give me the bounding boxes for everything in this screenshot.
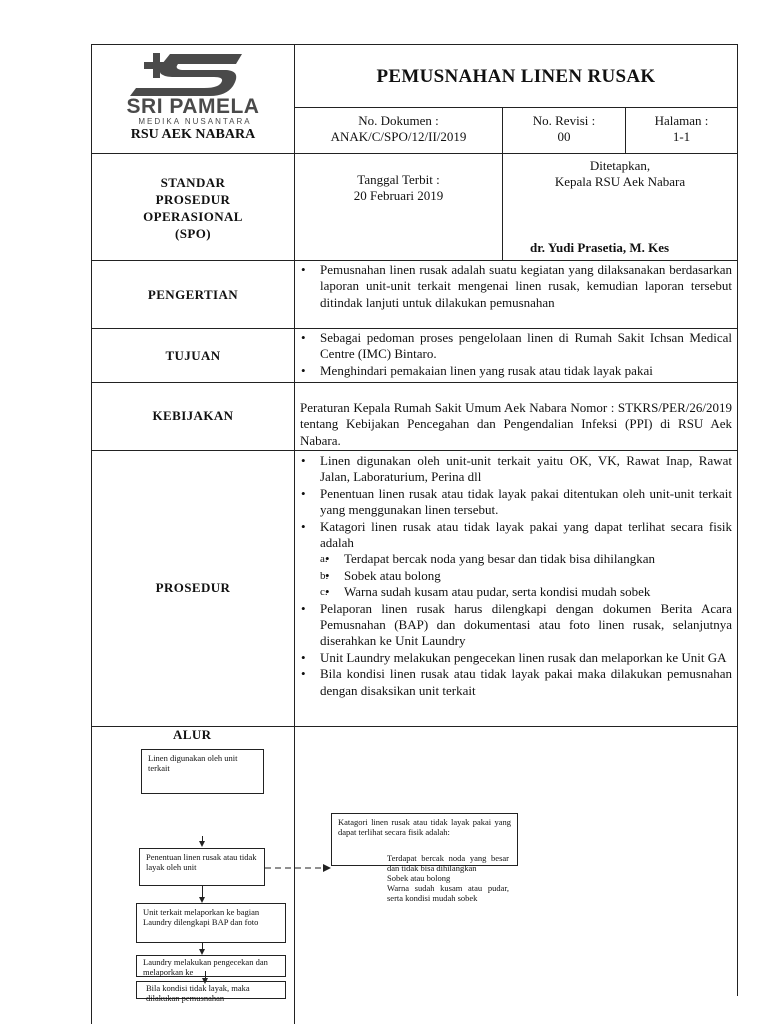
flow-arrow <box>202 886 203 898</box>
issue-date-cell <box>295 172 502 204</box>
list-item: • Bila kondisi linen rusak atau tidak layak pakai maka dilakukan pemusnahan dengan disaksikan unit terkait <box>296 666 732 699</box>
flow-side-item: Terdapat bercak noda yang besar dan tidak bisa dihilangkan <box>387 853 509 873</box>
page-cell <box>626 113 737 145</box>
flow-box-laundry: Laundry melakukan pengecekan dan melaporkan ke <box>136 955 286 977</box>
doc-number-label: No. Dokumen : <box>358 113 439 128</box>
flow-box-report: Unit terkait melaporkan ke bagian Laundry dilengkapi BAP dan foto <box>136 903 286 943</box>
doc-number-value: ANAK/C/SPO/12/II/2019 <box>330 129 467 144</box>
sub-list-marker: • a. <box>320 553 328 566</box>
list-item: • Menghindari pemakaian linen yang rusak atau tidak layak pakai <box>296 363 732 379</box>
flow-arrow <box>202 836 203 842</box>
sub-list-item <box>320 568 732 584</box>
section-label-tujuan: TUJUAN <box>165 348 221 363</box>
document-title: PEMUSNAHAN LINEN RUSAK <box>376 66 656 87</box>
header-divider-title <box>294 107 738 108</box>
spo-line: OPERASIONAL <box>143 209 243 224</box>
row-divider-spo <box>91 260 738 261</box>
spo-line: (SPO) <box>175 226 211 241</box>
table-border-top <box>91 44 738 45</box>
sub-list-marker: • c. <box>320 586 328 599</box>
section-label-pengertian: PENGERTIAN <box>147 287 239 302</box>
list-item-text: Katagori linen rusak atau tidak layak pakai yang dapat terlihat secara fisik adalah <box>320 518 732 551</box>
revision-value: 00 <box>557 129 571 144</box>
list-item: • Unit Laundry melakukan pengecekan linen rusak dan melaporkan ke Unit GA <box>296 650 732 666</box>
list-item: • Sebagai pedoman proses pengelolaan linen di Rumah Sakit Ichsan Medical Centre (IMC) Bintaro. <box>296 330 732 363</box>
logo <box>92 46 294 152</box>
row-divider-header <box>91 153 738 154</box>
list-item: • Penentuan linen rusak atau tidak layak pakai ditentukan oleh unit-unit terkait yang menggunakan linen tersebut. <box>296 486 732 519</box>
pengertian-list <box>296 262 732 311</box>
approval-cell <box>503 158 737 190</box>
row-divider-kebijakan <box>91 450 738 451</box>
sub-list-text: Sobek atau bolong <box>344 567 441 583</box>
section-label-alur: ALUR <box>173 727 212 742</box>
table-border-right <box>737 44 738 996</box>
flow-box-destroy: Bila kondisi tidak layak, maka dilakukan pemusnahan <box>136 981 286 999</box>
sub-list-text: Terdapat bercak noda yang besar dan tidak bisa dihilangkan <box>344 551 655 567</box>
flow-side-item: Sobek atau bolong <box>387 873 451 883</box>
section-label-kebijakan: KEBIJAKAN <box>152 408 234 423</box>
sub-list-item <box>320 551 732 567</box>
list-item: • Linen digunakan oleh unit-unit terkait yaitu OK, VK, Rawat Inap, Rawat Jalan, Laboraturium, Perina dll <box>296 453 732 486</box>
revision-cell <box>503 113 625 145</box>
row-divider-tujuan <box>91 382 738 383</box>
tujuan-list <box>296 330 732 379</box>
list-item <box>296 519 732 601</box>
flow-side-title: Katagori linen rusak atau tidak layak pakai yang dapat terlihat secara fisik adalah: <box>338 817 511 837</box>
flow-box-usage: Linen digunakan oleh unit terkait <box>141 749 264 794</box>
spo-line: PROSEDUR <box>155 192 231 207</box>
list-item: • Pemusnahan linen rusak adalah suatu kegiatan yang dilaksanakan berdasarkan laporan unit-unit terkait mengenai linen rusak, kemudian laporan tersebut ditindak lanjuti untuk dilakukan pemusnahan <box>296 262 732 311</box>
page-value: 1-1 <box>672 129 691 144</box>
sub-list-item <box>320 584 732 600</box>
flow-side-items <box>387 853 509 903</box>
kebijakan-text: Peraturan Kepala Rumah Sakit Umum Aek Nabara Nomor : STKRS/PER/26/2019 tentang Kebijakan Pencegahan dan Pengendalian Infeksi (PPI) di RSU Aek Nabara. <box>300 400 732 448</box>
issue-date-value: 20 Februari 2019 <box>353 188 444 203</box>
logo-sub: MEDIKA NUSANTARA <box>138 117 252 126</box>
flow-box-determine: Penentuan linen rusak atau tidak layak oleh unit <box>139 848 265 886</box>
flow-arrow <box>202 943 203 950</box>
sub-list <box>320 551 732 600</box>
flow-dashed-connector <box>265 862 335 874</box>
logo-brand: SRI PAMELA <box>126 95 260 118</box>
section-label-prosedur: PROSEDUR <box>155 580 231 595</box>
flow-arrow <box>205 971 206 979</box>
row-divider-pengertian <box>91 328 738 329</box>
prosedur-list <box>296 453 732 699</box>
spo-line: STANDAR <box>160 175 226 190</box>
list-item: • Pelaporan linen rusak harus dilengkapi dengan dokumen Berita Acara Pemusnahan (BAP) dan dokumentasi atau foto linen rusak, selanjutnya diserahkan ke Unit Laundry <box>296 601 732 650</box>
hospital-name: RSU AEK NABARA <box>130 127 256 142</box>
flow-side-item: Warna sudah kusam atau pudar, serta kondisi mudah sobek <box>387 883 509 903</box>
approver-title: Kepala RSU Aek Nabara <box>554 174 686 189</box>
doc-number-cell <box>295 113 502 145</box>
signatory-name: dr. Yudi Prasetia, M. Kes <box>530 240 670 255</box>
approval-label: Ditetapkan, <box>589 158 651 173</box>
spo-label <box>92 174 294 242</box>
page-label: Halaman : <box>654 113 709 128</box>
sub-list-text: Warna sudah kusam atau pudar, serta kondisi mudah sobek <box>344 584 651 600</box>
issue-date-label: Tanggal Terbit : <box>357 172 440 187</box>
revision-label: No. Revisi : <box>532 113 596 128</box>
sub-list-marker: • b. <box>320 569 329 582</box>
